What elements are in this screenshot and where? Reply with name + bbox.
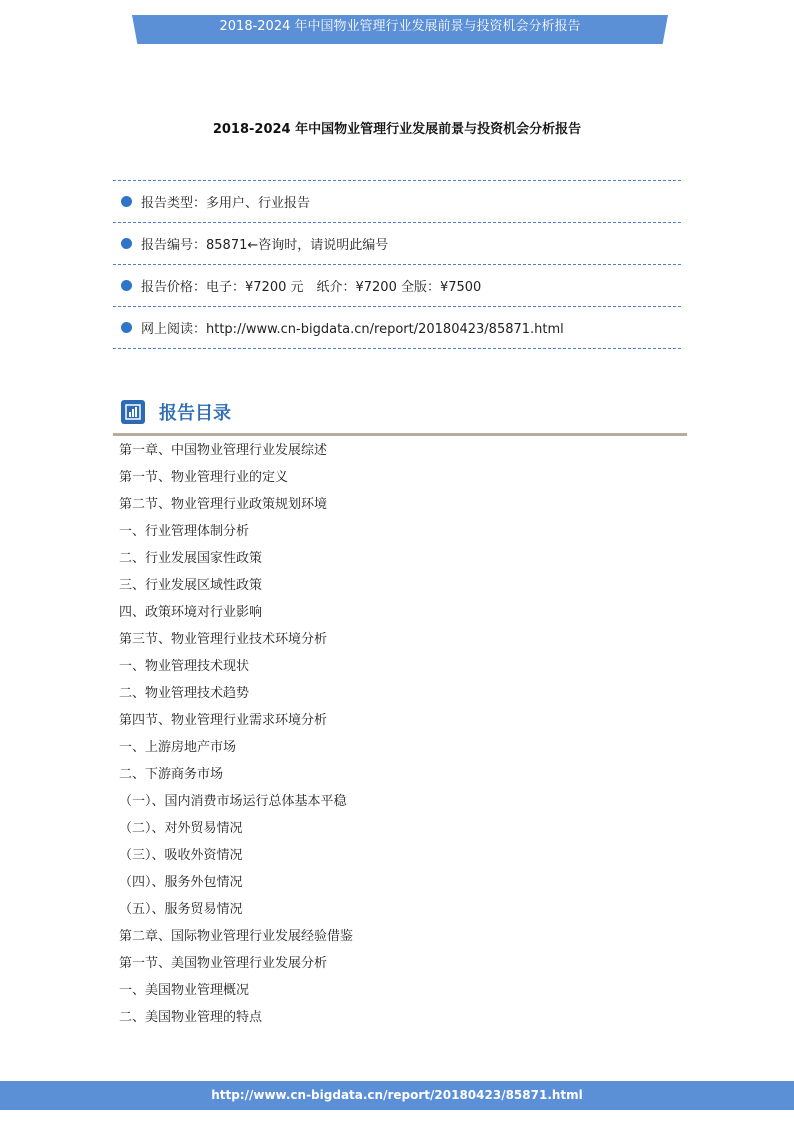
toc-divider [113,433,687,436]
bullet-icon [121,280,132,291]
toc-item: （二）、对外贸易情况 [119,821,243,836]
toc-item: 二、行业发展国家性政策 [119,551,263,566]
footer-url[interactable]: http://www.cn-bigdata.cn/report/20180423/85871.html [0,1081,794,1110]
report-type: 报告类型：多用户、行业报告 [141,196,311,211]
report-info-box [113,180,681,349]
report-url[interactable]: 网上阅读：http://www.cn-bigdata.cn/report/20180423/85871.html [141,322,564,337]
toc-item: 第一节、美国物业管理行业发展分析 [119,956,328,971]
toc-item: 第一章、中国物业管理行业发展综述 [119,443,328,458]
toc-item: 三、行业发展区域性政策 [119,578,263,593]
toc-item: 第四节、物业管理行业需求环境分析 [119,713,328,728]
info-row-price [113,264,681,306]
info-row-type [113,180,681,222]
toc-item: 四、政策环境对行业影响 [119,605,263,620]
toc-item: 第二节、物业管理行业政策规划环境 [119,497,328,512]
toc-item: 一、行业管理体制分析 [119,524,250,539]
toc-heading-label: 报告目录 [159,403,231,424]
toc-item: 一、美国物业管理概况 [119,983,250,998]
info-row-url [113,306,681,349]
toc-item: 一、上游房地产市场 [119,740,237,755]
bullet-icon [121,322,132,333]
toc-item: 二、下游商务市场 [119,767,224,782]
header-title: 2018-2024 年中国物业管理行业发展前景与投资机会分析报告 [219,19,581,34]
toc-item: 二、物业管理技术趋势 [119,686,250,701]
toc-item: （一）、国内消费市场运行总体基本平稳 [119,794,347,809]
bullet-icon [121,196,132,207]
toc-list [119,437,353,1031]
toc-item: （五）、服务贸易情况 [119,902,243,917]
bar-chart-icon [121,400,145,424]
report-code: 报告编号：85871←咨询时，请说明此编号 [141,238,389,253]
toc-item: 第一节、物业管理行业的定义 [119,470,289,485]
info-row-code [113,222,681,264]
toc-item: 一、物业管理技术现状 [119,659,250,674]
document-title: 2018-2024 年中国物业管理行业发展前景与投资机会分析报告 [212,122,582,137]
toc-item: 第二章、国际物业管理行业发展经验借鉴 [119,929,354,944]
bullet-icon [121,238,132,249]
toc-item: （四）、服务外包情况 [119,875,243,890]
toc-item: 二、美国物业管理的特点 [119,1010,263,1025]
toc-heading [121,399,231,425]
toc-item: 第三节、物业管理行业技术环境分析 [119,632,328,647]
toc-item: （三）、吸收外资情况 [119,848,243,863]
report-price: 报告价格：电子：¥7200 元 纸介：¥7200 全版：¥7500 [141,280,482,295]
